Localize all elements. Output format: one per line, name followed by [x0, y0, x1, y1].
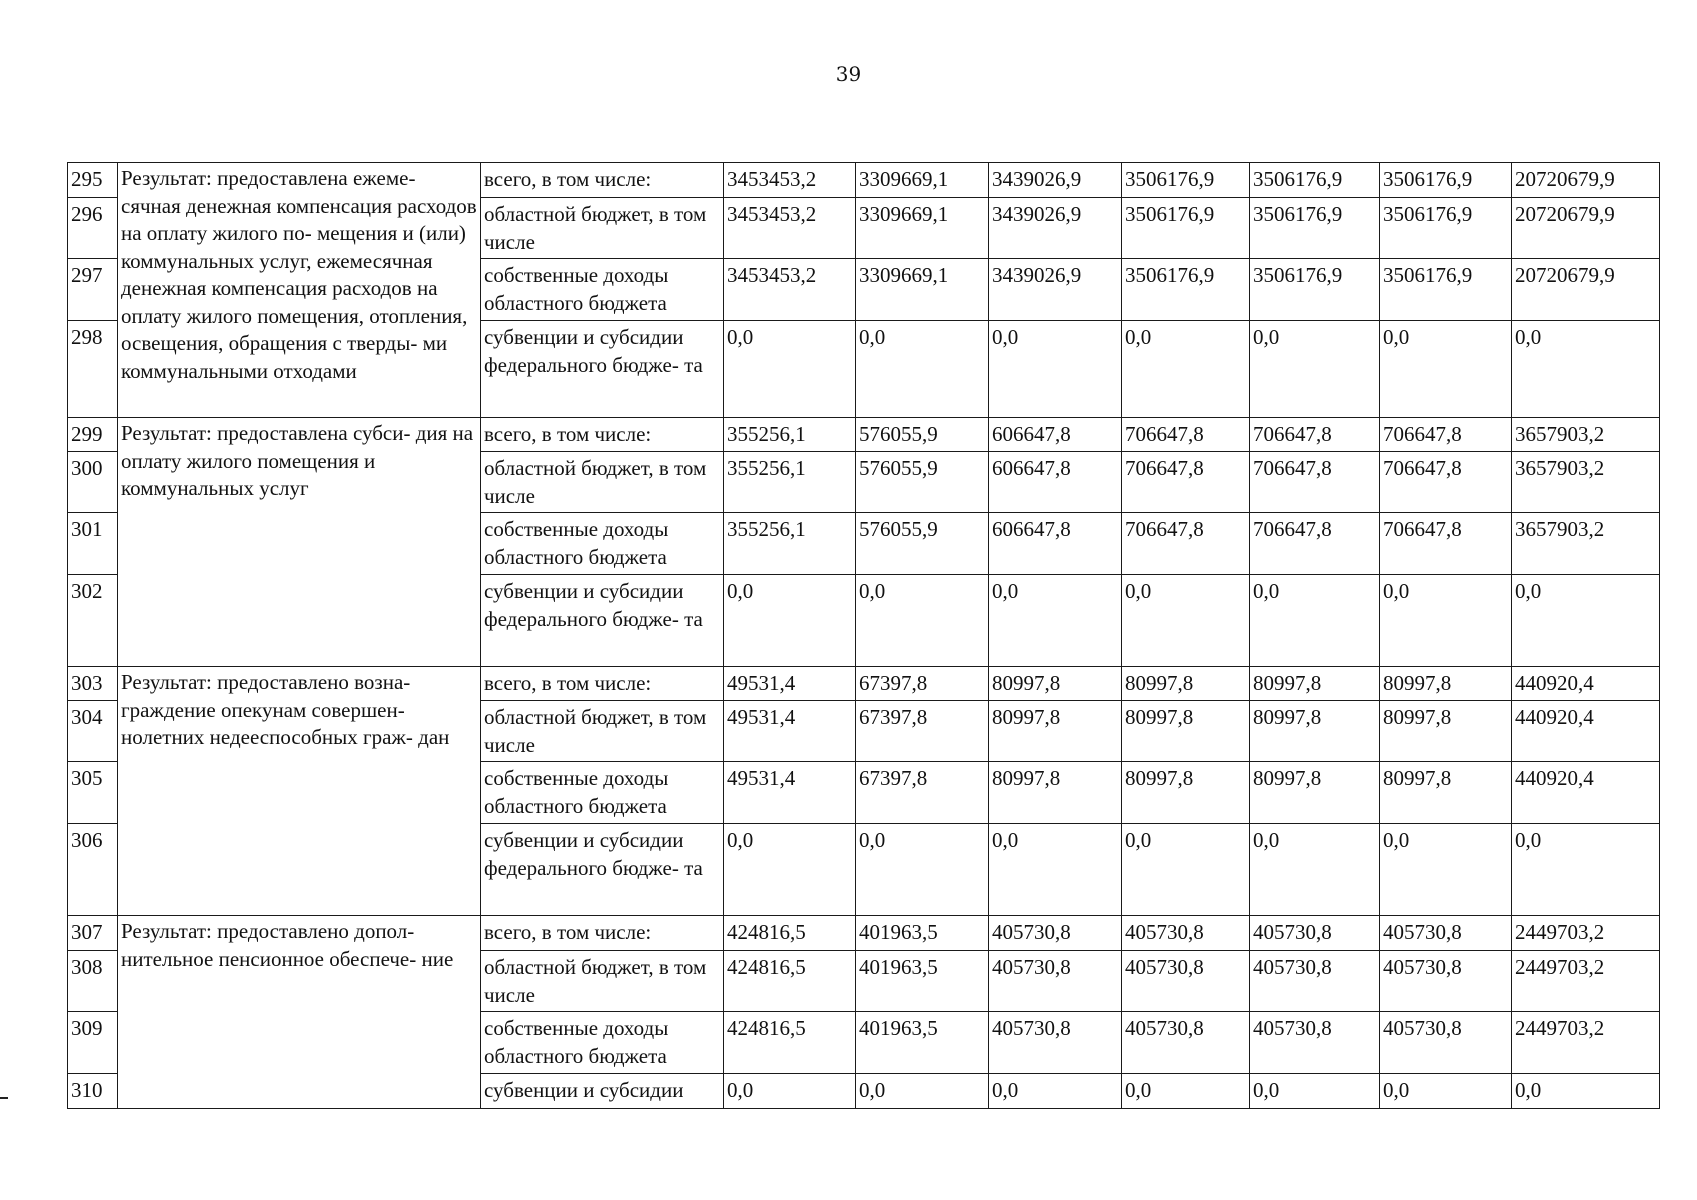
row-number: 307 — [68, 916, 118, 951]
year-value-cell: 0,0 — [989, 1074, 1122, 1109]
year-value-cell: 80997,8 — [1380, 701, 1512, 762]
table-body — [68, 163, 1660, 1109]
year-value-cell: 0,0 — [856, 1074, 989, 1109]
year-value-cell: 0,0 — [724, 824, 856, 916]
row-number: 304 — [68, 701, 118, 762]
total-value-cell: 440920,4 — [1512, 667, 1660, 701]
year-value-cell: 80997,8 — [1250, 701, 1380, 762]
year-value-cell: 576055,9 — [856, 513, 989, 575]
year-value-cell: 67397,8 — [856, 701, 989, 762]
year-value-cell: 405730,8 — [989, 916, 1122, 951]
page-number: 39 — [835, 62, 862, 86]
year-value-cell: 706647,8 — [1250, 418, 1380, 452]
funding-source: всего, в том числе: — [481, 418, 724, 452]
result-description: Результат: предоставлена ежеме- сячная денежная компенсация расходов на оплату жилого по- мещения и (или) коммунальных услуг, ежемесячная денежная компенсация расходов на оплату жилого помещения, отопления, освещения, обращения с тверды- ми коммунальными отходами — [118, 163, 481, 418]
table-row — [68, 916, 1660, 951]
year-value-cell: 706647,8 — [1380, 418, 1512, 452]
year-value-cell: 3439026,9 — [989, 163, 1122, 198]
year-value-cell: 67397,8 — [856, 762, 989, 824]
year-value-cell: 401963,5 — [856, 916, 989, 951]
year-value-cell: 80997,8 — [1380, 667, 1512, 701]
year-value-cell: 405730,8 — [1250, 1012, 1380, 1074]
year-value-cell: 80997,8 — [1250, 667, 1380, 701]
year-value-cell: 80997,8 — [1122, 667, 1250, 701]
result-description: Результат: предоставлено допол- нительное пенсионное обеспече- ние — [118, 916, 481, 1109]
year-value-cell: 0,0 — [1380, 1074, 1512, 1109]
row-number: 299 — [68, 418, 118, 452]
funding-source: областной бюджет, в том числе — [481, 452, 724, 513]
row-number: 306 — [68, 824, 118, 916]
year-value-cell: 0,0 — [1250, 1074, 1380, 1109]
year-value-cell: 0,0 — [1122, 1074, 1250, 1109]
row-number: 297 — [68, 259, 118, 321]
year-value-cell: 0,0 — [989, 575, 1122, 667]
year-value-cell: 576055,9 — [856, 418, 989, 452]
year-value-cell: 0,0 — [724, 1074, 856, 1109]
table-row — [68, 418, 1660, 452]
year-value-cell: 355256,1 — [724, 513, 856, 575]
funding-source: собственные доходы областного бюджета — [481, 259, 724, 321]
year-value-cell: 0,0 — [1250, 321, 1380, 418]
year-value-cell: 405730,8 — [1250, 951, 1380, 1012]
budget-table — [67, 162, 1660, 1109]
year-value-cell: 80997,8 — [989, 701, 1122, 762]
year-value-cell: 405730,8 — [989, 951, 1122, 1012]
year-value-cell: 3506176,9 — [1122, 163, 1250, 198]
year-value-cell: 401963,5 — [856, 1012, 989, 1074]
funding-source: субвенции и субсидии федерального бюдже- та — [481, 575, 724, 667]
year-value-cell: 3453453,2 — [724, 163, 856, 198]
year-value-cell: 3309669,1 — [856, 163, 989, 198]
scan-edge-mark — [0, 1097, 8, 1099]
year-value-cell: 0,0 — [1380, 824, 1512, 916]
year-value-cell: 0,0 — [856, 575, 989, 667]
year-value-cell: 706647,8 — [1122, 513, 1250, 575]
year-value-cell: 0,0 — [1380, 321, 1512, 418]
total-value-cell: 2449703,2 — [1512, 951, 1660, 1012]
year-value-cell: 0,0 — [989, 321, 1122, 418]
year-value-cell: 706647,8 — [1122, 418, 1250, 452]
year-value-cell: 0,0 — [724, 321, 856, 418]
year-value-cell: 0,0 — [1122, 321, 1250, 418]
year-value-cell: 49531,4 — [724, 762, 856, 824]
total-value-cell: 20720679,9 — [1512, 163, 1660, 198]
funding-source: всего, в том числе: — [481, 916, 724, 951]
year-value-cell: 355256,1 — [724, 452, 856, 513]
year-value-cell: 405730,8 — [1122, 951, 1250, 1012]
result-description: Результат: предоставлена субси- дия на оплату жилого помещения и коммунальных услуг — [118, 418, 481, 667]
funding-source: областной бюджет, в том числе — [481, 951, 724, 1012]
year-value-cell: 0,0 — [1250, 575, 1380, 667]
year-value-cell: 80997,8 — [1122, 701, 1250, 762]
table-row — [68, 667, 1660, 701]
year-value-cell: 0,0 — [856, 824, 989, 916]
year-value-cell: 405730,8 — [1250, 916, 1380, 951]
year-value-cell: 49531,4 — [724, 667, 856, 701]
funding-source: всего, в том числе: — [481, 163, 724, 198]
year-value-cell: 80997,8 — [989, 762, 1122, 824]
funding-source: собственные доходы областного бюджета — [481, 1012, 724, 1074]
row-number: 310 — [68, 1074, 118, 1109]
year-value-cell: 424816,5 — [724, 951, 856, 1012]
year-value-cell: 80997,8 — [1250, 762, 1380, 824]
total-value-cell: 3657903,2 — [1512, 452, 1660, 513]
result-description: Результат: предоставлено возна- граждение опекунам совершен- нолетних недееспособных граж- дан — [118, 667, 481, 916]
row-number: 302 — [68, 575, 118, 667]
total-value-cell: 3657903,2 — [1512, 513, 1660, 575]
year-value-cell: 405730,8 — [1122, 916, 1250, 951]
year-value-cell: 3506176,9 — [1122, 259, 1250, 321]
total-value-cell: 2449703,2 — [1512, 916, 1660, 951]
year-value-cell: 405730,8 — [1380, 951, 1512, 1012]
year-value-cell: 405730,8 — [1380, 916, 1512, 951]
row-number: 309 — [68, 1012, 118, 1074]
year-value-cell: 0,0 — [1380, 575, 1512, 667]
funding-source: субвенции и субсидии федерального бюдже- та — [481, 824, 724, 916]
total-value-cell: 0,0 — [1512, 575, 1660, 667]
year-value-cell: 3309669,1 — [856, 198, 989, 259]
year-value-cell: 3453453,2 — [724, 259, 856, 321]
year-value-cell: 80997,8 — [1380, 762, 1512, 824]
row-number: 298 — [68, 321, 118, 418]
row-number: 303 — [68, 667, 118, 701]
year-value-cell: 80997,8 — [989, 667, 1122, 701]
year-value-cell: 0,0 — [1122, 575, 1250, 667]
funding-source: собственные доходы областного бюджета — [481, 762, 724, 824]
year-value-cell: 405730,8 — [1380, 1012, 1512, 1074]
funding-source: субвенции и субсидии — [481, 1074, 724, 1109]
year-value-cell: 706647,8 — [1250, 513, 1380, 575]
year-value-cell: 401963,5 — [856, 951, 989, 1012]
year-value-cell: 706647,8 — [1250, 452, 1380, 513]
year-value-cell: 3506176,9 — [1250, 198, 1380, 259]
year-value-cell: 3309669,1 — [856, 259, 989, 321]
total-value-cell: 3657903,2 — [1512, 418, 1660, 452]
year-value-cell: 3506176,9 — [1250, 163, 1380, 198]
year-value-cell: 424816,5 — [724, 1012, 856, 1074]
row-number: 301 — [68, 513, 118, 575]
total-value-cell: 0,0 — [1512, 321, 1660, 418]
funding-source: областной бюджет, в том числе — [481, 198, 724, 259]
year-value-cell: 0,0 — [1250, 824, 1380, 916]
total-value-cell: 2449703,2 — [1512, 1012, 1660, 1074]
year-value-cell: 49531,4 — [724, 701, 856, 762]
year-value-cell: 405730,8 — [989, 1012, 1122, 1074]
year-value-cell: 3506176,9 — [1380, 259, 1512, 321]
year-value-cell: 606647,8 — [989, 452, 1122, 513]
year-value-cell: 0,0 — [1122, 824, 1250, 916]
year-value-cell: 424816,5 — [724, 916, 856, 951]
year-value-cell: 3506176,9 — [1250, 259, 1380, 321]
year-value-cell: 3439026,9 — [989, 198, 1122, 259]
year-value-cell: 3506176,9 — [1380, 163, 1512, 198]
year-value-cell: 706647,8 — [1380, 452, 1512, 513]
total-value-cell: 20720679,9 — [1512, 198, 1660, 259]
funding-source: областной бюджет, в том числе — [481, 701, 724, 762]
year-value-cell: 80997,8 — [1122, 762, 1250, 824]
funding-source: собственные доходы областного бюджета — [481, 513, 724, 575]
year-value-cell: 405730,8 — [1122, 1012, 1250, 1074]
total-value-cell: 20720679,9 — [1512, 259, 1660, 321]
total-value-cell: 0,0 — [1512, 824, 1660, 916]
year-value-cell: 706647,8 — [1380, 513, 1512, 575]
year-value-cell: 355256,1 — [724, 418, 856, 452]
total-value-cell: 440920,4 — [1512, 701, 1660, 762]
year-value-cell: 0,0 — [989, 824, 1122, 916]
year-value-cell: 3439026,9 — [989, 259, 1122, 321]
year-value-cell: 3453453,2 — [724, 198, 856, 259]
row-number: 296 — [68, 198, 118, 259]
table-row — [68, 163, 1660, 198]
year-value-cell: 606647,8 — [989, 513, 1122, 575]
year-value-cell: 706647,8 — [1122, 452, 1250, 513]
year-value-cell: 606647,8 — [989, 418, 1122, 452]
row-number: 300 — [68, 452, 118, 513]
year-value-cell: 3506176,9 — [1122, 198, 1250, 259]
funding-source: всего, в том числе: — [481, 667, 724, 701]
funding-source: субвенции и субсидии федерального бюдже- та — [481, 321, 724, 418]
year-value-cell: 67397,8 — [856, 667, 989, 701]
total-value-cell: 440920,4 — [1512, 762, 1660, 824]
row-number: 308 — [68, 951, 118, 1012]
year-value-cell: 0,0 — [724, 575, 856, 667]
row-number: 295 — [68, 163, 118, 198]
year-value-cell: 576055,9 — [856, 452, 989, 513]
year-value-cell: 3506176,9 — [1380, 198, 1512, 259]
year-value-cell: 0,0 — [856, 321, 989, 418]
total-value-cell: 0,0 — [1512, 1074, 1660, 1109]
row-number: 305 — [68, 762, 118, 824]
